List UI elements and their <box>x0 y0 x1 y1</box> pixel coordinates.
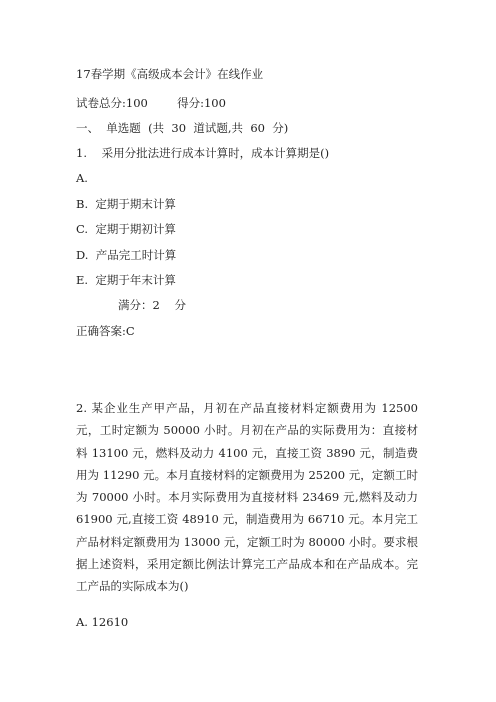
question-1-answer: 正确答案:C <box>76 324 135 338</box>
question-1-option-c: C. 定期于期初计算 <box>76 222 176 236</box>
question-1-option-b: B. 定期于期末计算 <box>76 197 176 211</box>
question-1-option-d: D. 产品完工时计算 <box>76 248 177 262</box>
document-title: 17春学期《高级成本会计》在线作业 <box>76 67 264 81</box>
question-1-stem: 1. 采用分批法进行成本计算时，成本计算期是() <box>76 146 330 160</box>
question-1-option-a: A. <box>76 171 88 185</box>
score-line: 试卷总分:100 得分:100 <box>76 96 226 110</box>
question-2-stem: 2. 某企业生产甲产品，月初在产品直接材料定额费用为 12500 元，工时定额为 50000 小时。月初在产品的实际费用为：直接材料 13100 元，燃料及动力 4100 元，直接工资 3890 元，制造费用为 11290 元。本月直接材料的定额费用为 25200 元，定额工时为 70000 小时。本月实际费用为直接材料 23469 元,燃料及动力 61900 元,直接工资 48910 元，制造费用为 66710 元。本月完工产品材料定额费用为 13000 元，定额工时为 80000 小时。要求根据上述资料，采用定额比例法计算完工产品成本和在产品成本。完工产品的实际成本为() <box>76 401 418 594</box>
question-1-option-e: E. 定期于年末计算 <box>76 273 176 287</box>
section-heading: 一、 单选题 (共 30 道试题,共 60 分) <box>76 121 289 135</box>
question-1-full-score: 满分：2 分 <box>118 298 186 312</box>
question-2-option-a: A. 12610 <box>76 615 129 629</box>
